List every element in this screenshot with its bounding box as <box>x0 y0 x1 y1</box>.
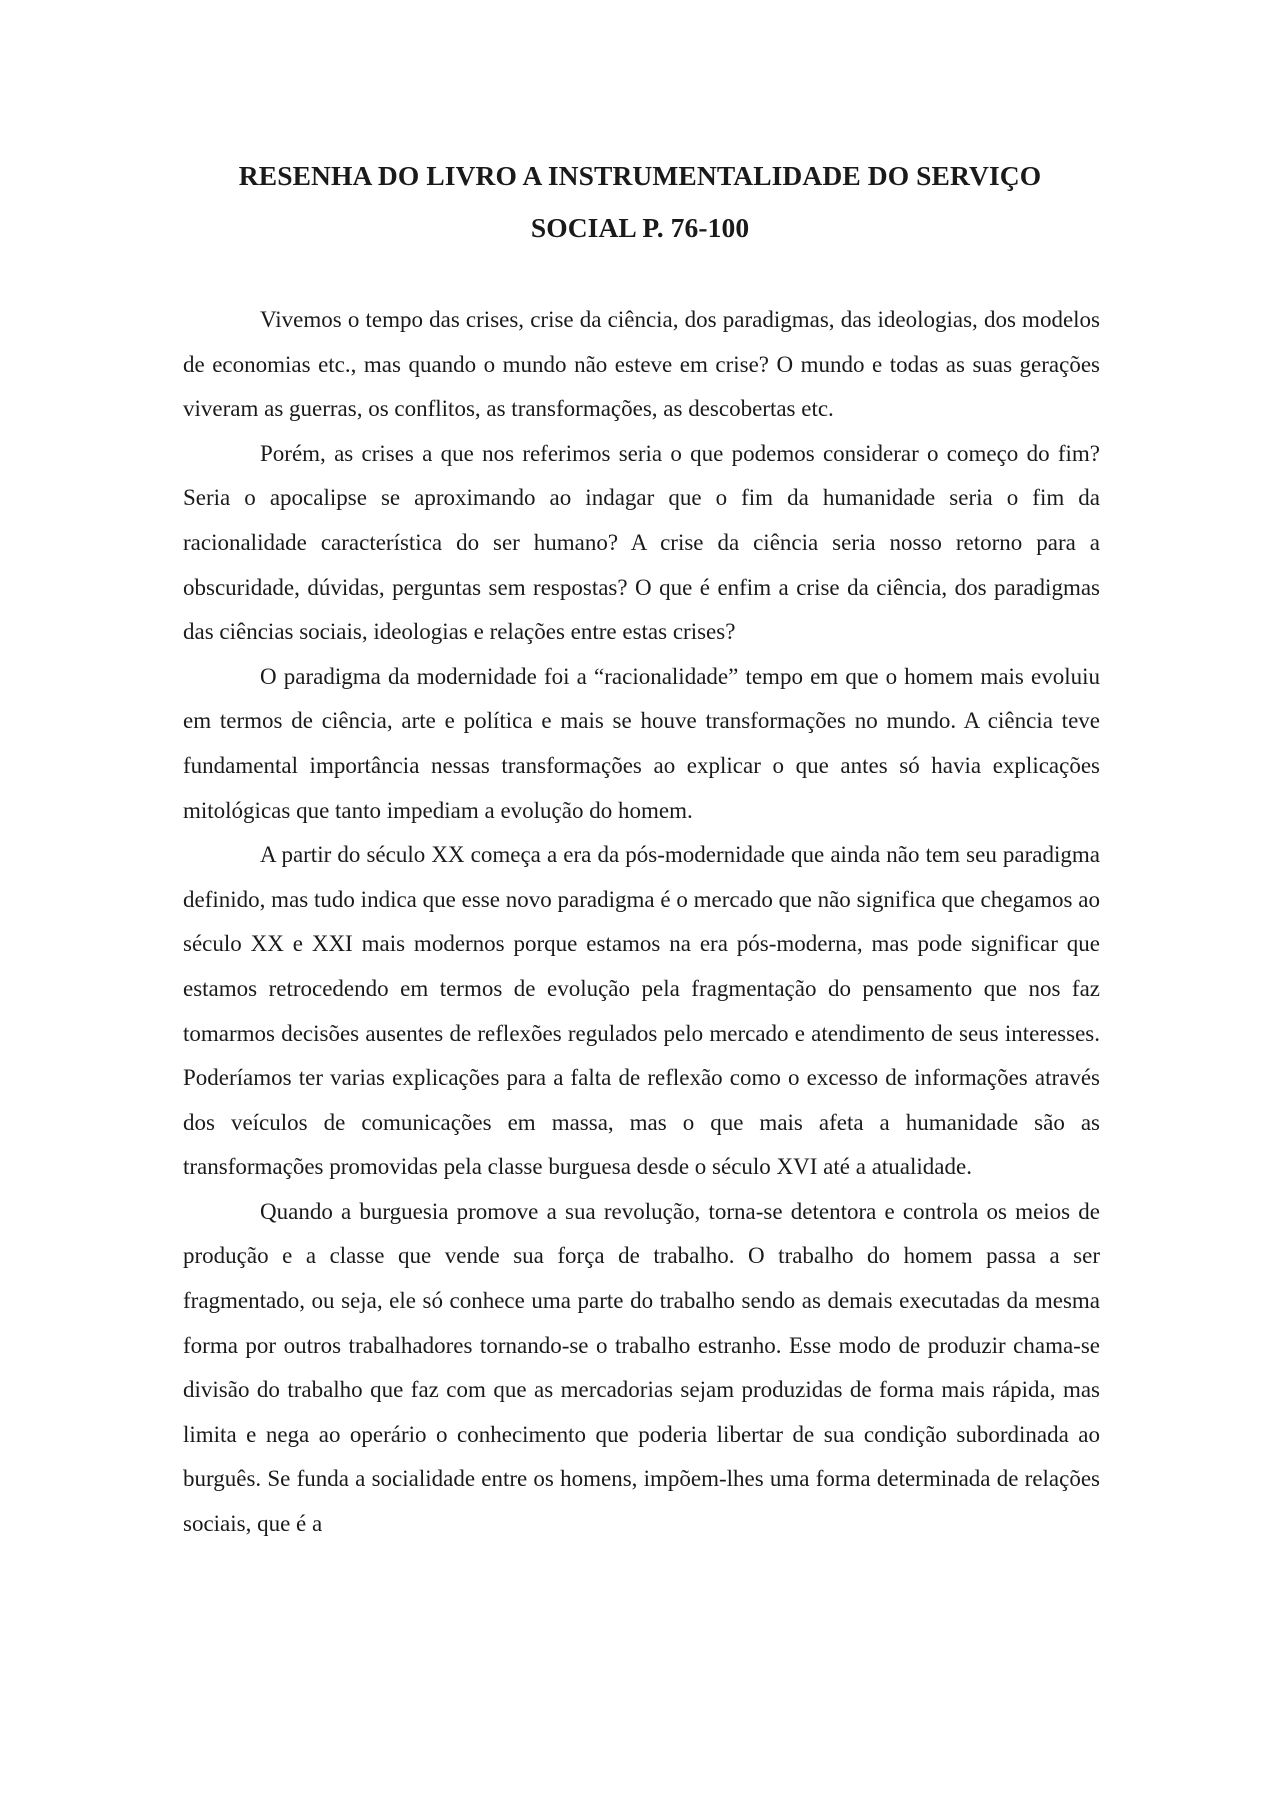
paragraph-4: A partir do século XX começa a era da pós-modernidade que ainda não tem seu paradigma definido, mas tudo indica que esse novo paradigma é o mercado que não significa que chegamos ao século XX e XXI mais modernos porque estamos na era pós-moderna, mas pode significar que estamos retrocedendo em termos de evolução pela fragmentação do pensamento que nos faz tomarmos decisões ausentes de reflexões regulados pelo mercado e atendimento de seus interesses. Poderíamos ter varias explicações para a falta de reflexão como o excesso de informações através dos veículos de comunicações em massa, mas o que mais afeta a humanidade são as transformações promovidas pela classe burguesa desde o século XVI até a atualidade. <box>183 842 1100 1180</box>
paragraph-3: O paradigma da modernidade foi a “racionalidade” tempo em que o homem mais evoluiu em termos de ciência, arte e política e mais se houve transformações no mundo. A ciência teve fundamental importância nessas transformações ao explicar o que antes só havia explicações mitológicas que tanto impediam a evolução do homem. <box>183 663 1100 823</box>
document-title-line-2: SOCIAL P. 76-100 <box>530 212 750 243</box>
document-title-line-1: RESENHA DO LIVRO A INSTRUMENTALIDADE DO SERVIÇO <box>238 160 1042 191</box>
document-title <box>180 150 1100 254</box>
paragraph-1: Vivemos o tempo das crises, crise da ciência, dos paradigmas, das ideologias, dos modelos de economias etc., mas quando o mundo não esteve em crise? O mundo e todas as suas gerações viveram as guerras, os conflitos, as transformações, as descobertas etc. <box>183 307 1100 422</box>
document-body <box>183 298 1100 1547</box>
paragraph-5: Quando a burguesia promove a sua revolução, torna-se detentora e controla os meios de produção e a classe que vende sua força de trabalho. O trabalho do homem passa a ser fragmentado, ou seja, ele só conhece uma parte do trabalho sendo as demais executadas da mesma forma por outros trabalhadores tornando-se o trabalho estranho. Esse modo de produzir chama-se divisão do trabalho que faz com que as mercadorias sejam produzidas de forma mais rápida, mas limita e nega ao operário o conhecimento que poderia libertar de sua condição subordinada ao burguês. Se funda a socialidade entre os homens, impõem-lhes uma forma determinada de relações sociais, que é a <box>183 1198 1100 1537</box>
paragraph-2: Porém, as crises a que nos referimos seria o que podemos considerar o começo do fim? Seria o apocalipse se aproximando ao indagar que o fim da humanidade seria o fim da racionalidade característica do ser humano? A crise da ciência seria nosso retorno para a obscuridade, dúvidas, perguntas sem respostas? O que é enfim a crise da ciência, dos paradigmas das ciências sociais, ideologias e relações entre estas crises? <box>183 440 1100 645</box>
